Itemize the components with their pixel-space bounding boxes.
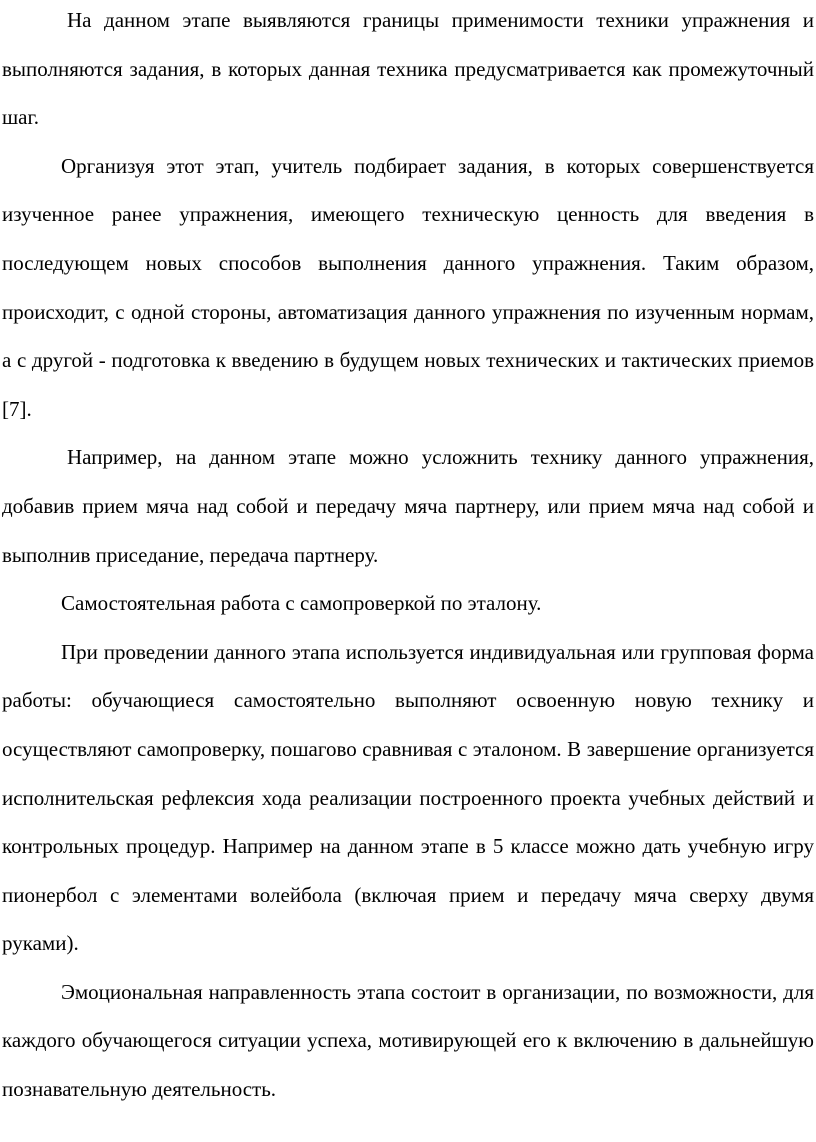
paragraph-2: Организуя этот этап, учитель подбирает задания, в которых совершенствуется изученное ранее упражнения, имеющего техническую ценность для введения в последующем новых способов выполнения данного упражнения. Таким образом, происходит, с одной стороны, автоматизация данного упражнения по изученным нормам, а с другой - подготовка к введению в будущем новых технических и тактических приемов [7]. — [2, 153, 814, 421]
paragraph-1: На данном этапе выявляются границы применимости техники упражнения и выполняются задания, в которых данная техника предусматривается как промежуточный шаг. — [2, 8, 814, 130]
paragraph-4: Самостоятельная работа с самопроверкой по эталону. — [61, 591, 542, 616]
paragraph-5: При проведении данного этапа используется индивидуальная или групповая форма работы: обучающиеся самостоятельно выполняют освоенную новую технику и осуществляют самопроверку, пошагово сравнивая с эталоном. В завершение организуется исполнительская рефлексия хода реализации построенного проекта учебных действий и контрольных процедур. Например на данном этапе в 5 классе можно дать учебную игру пионербол с элементами волейбола (включая прием и передачу мяча сверху двумя руками). — [2, 639, 814, 956]
paragraph-3: Например, на данном этапе можно усложнить технику данного упражнения, добавив прием мяча над собой и передачу мяча партнеру, или прием мяча над собой и выполнив приседание, передача партнеру. — [2, 445, 814, 567]
paragraph-6: Эмоциональная направленность этапа состоит в организации, по возможности, для каждого обучающегося ситуации успеха, мотивирующей его к включению в дальнейшую познавательную деятельность. — [2, 979, 814, 1102]
